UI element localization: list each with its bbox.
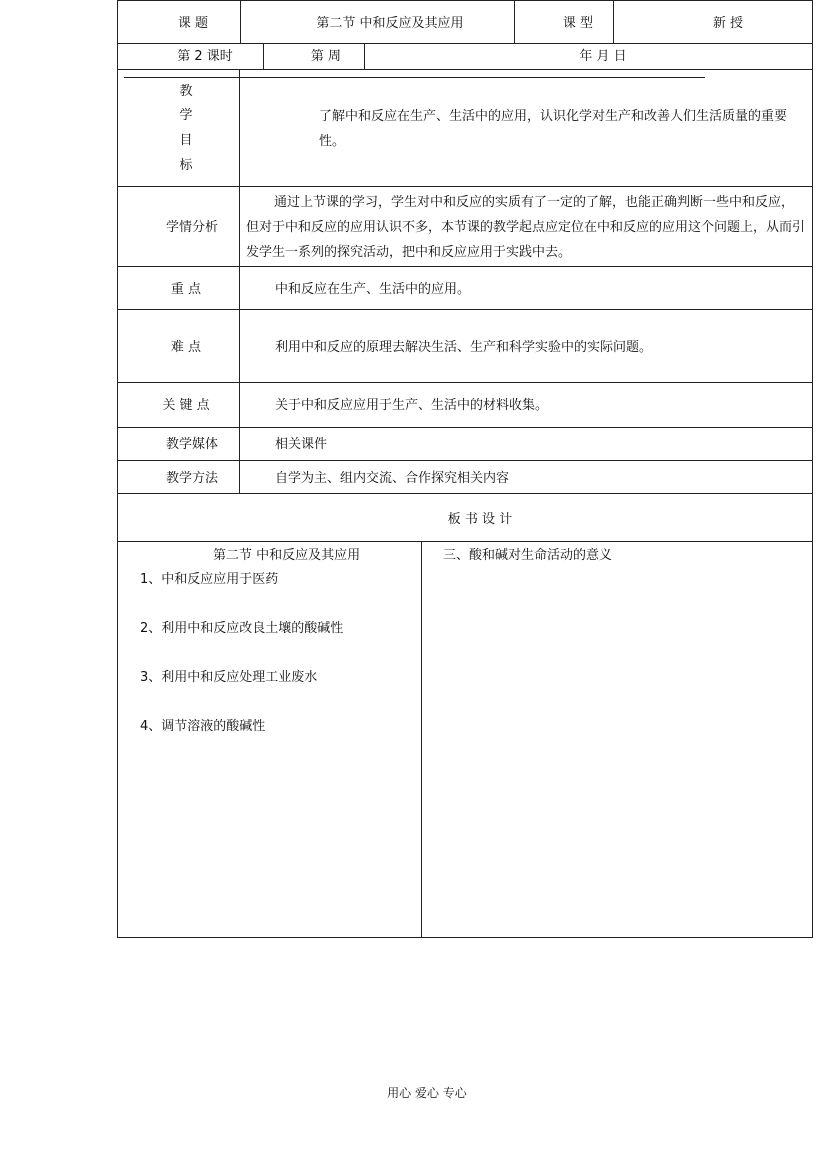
- method-text: 自学为主、组内交流、合作探究相关内容: [275, 471, 510, 486]
- lesson-number: 第 2 课时: [177, 49, 233, 64]
- analysis-label: 学情分析: [165, 220, 219, 235]
- col-divider: [263, 43, 264, 70]
- date-label: 年 月 日: [579, 49, 627, 64]
- row-divider: [117, 493, 813, 494]
- board-right-heading: 三、酸和碱对生命活动的意义: [443, 548, 613, 563]
- row-divider: [117, 266, 813, 267]
- decorative-rule: [124, 77, 705, 78]
- board-left-heading: 第二节 中和反应及其应用: [213, 548, 361, 563]
- week-label: 第 周: [310, 49, 342, 64]
- key-point-label: 重 点: [170, 282, 202, 297]
- table-border-right: [812, 0, 813, 938]
- objectives-label-char: 学: [179, 108, 193, 123]
- topic-label: 课 题: [177, 16, 209, 31]
- col-divider: [364, 43, 365, 70]
- list-item: 1、中和反应应用于医药: [140, 572, 279, 587]
- critical-point-text: 关于中和反应应用于生产、生活中的材料收集。: [275, 398, 549, 413]
- row-divider: [117, 186, 813, 187]
- row-divider: [117, 309, 813, 310]
- row-divider: [117, 43, 813, 44]
- objectives-text: 了解中和反应在生产、生活中的应用，认识化学对生产和改善人们生活质量的重要性。: [319, 109, 788, 149]
- lesson-type-value: 新 授: [712, 16, 744, 31]
- col-divider: [514, 0, 515, 44]
- media-text: 相关课件: [275, 437, 328, 452]
- col-divider: [239, 69, 240, 494]
- row-divider: [117, 69, 813, 70]
- topic-value: 第二节 中和反应及其应用: [316, 16, 464, 31]
- list-item: 2、利用中和反应改良土壤的酸碱性: [140, 621, 344, 636]
- table-border-bottom: [117, 937, 813, 938]
- key-point-text: 中和反应在生产、生活中的应用。: [275, 282, 471, 297]
- footer-motto: 用心 爱心 专心: [387, 1086, 467, 1100]
- objectives-label-char: 目: [179, 133, 193, 148]
- table-border-left: [117, 0, 118, 938]
- difficulty-label: 难 点: [170, 340, 202, 355]
- board-design-title: 板 书 设 计: [447, 512, 513, 527]
- objectives-label-char: 标: [179, 158, 193, 173]
- list-item: 3、利用中和反应处理工业废水: [140, 670, 318, 685]
- lesson-type-label: 课 型: [562, 16, 594, 31]
- analysis-text: 通过上节课的学习，学生对中和反应的实质有了一定的了解，也能正确判断一些中和反应，但对于中和反应的应用认识不多，本节课的教学起点应定位在中和反应的应用这个问题上，从而引发学生一系列的探究活动，把中和反应应用于实践中去。: [246, 195, 806, 260]
- col-divider: [240, 0, 241, 44]
- critical-point-label: 关 键 点: [162, 398, 210, 413]
- row-divider: [117, 427, 813, 428]
- col-divider: [613, 0, 614, 44]
- row-divider: [117, 541, 813, 542]
- objectives-label-char: 教: [179, 84, 193, 99]
- media-label: 教学媒体: [165, 437, 219, 452]
- method-label: 教学方法: [165, 471, 219, 486]
- difficulty-text: 利用中和反应的原理去解决生活、生产和科学实验中的实际问题。: [275, 340, 653, 355]
- list-item: 4、调节溶液的酸碱性: [140, 719, 266, 734]
- row-divider: [117, 460, 813, 461]
- row-divider: [117, 382, 813, 383]
- col-divider: [421, 541, 422, 938]
- table-border-top: [117, 0, 813, 1]
